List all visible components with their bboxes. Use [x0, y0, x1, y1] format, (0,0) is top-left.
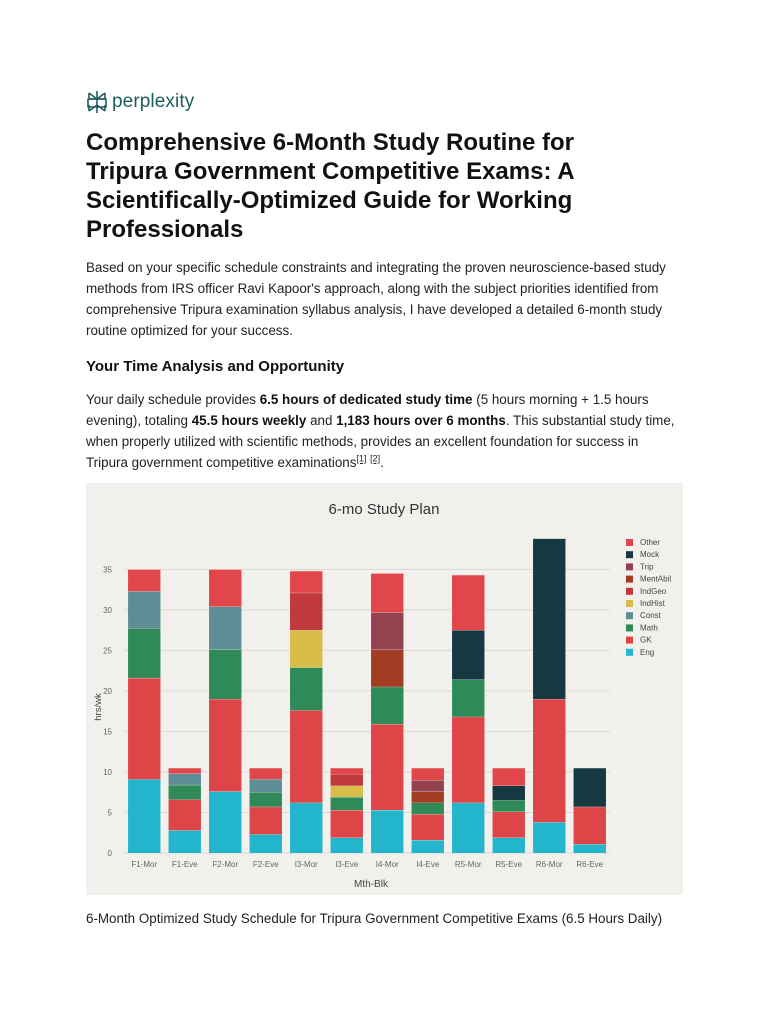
- legend-label: Other: [640, 538, 661, 547]
- y-tick-label: 15: [103, 727, 112, 737]
- study-plan-chart: [86, 483, 683, 895]
- legend-label: IndGeo: [640, 586, 667, 596]
- bar-segment: [290, 710, 322, 802]
- bar-segment: [169, 774, 201, 785]
- legend-swatch: [626, 576, 633, 583]
- time-analysis-paragraph: [86, 389, 676, 473]
- legend-label: Eng: [640, 647, 655, 657]
- x-axis-label: Mth-Blk: [354, 879, 388, 890]
- analysis-text-2: (5 hours morning + 1.5 hours evening), totaling: [86, 392, 649, 428]
- bar-segment: [452, 630, 484, 679]
- bar-segment: [169, 830, 201, 853]
- bar-segment: [128, 779, 160, 853]
- bar-segment: [331, 786, 363, 797]
- bar-segment: [574, 768, 606, 807]
- legend-swatch: [626, 624, 633, 631]
- bar-segment: [412, 780, 444, 791]
- chart-caption: 6-Month Optimized Study Schedule for Tripura Government Competitive Exams (6.5 Hours Daily): [86, 911, 663, 926]
- bar-segment: [371, 573, 403, 612]
- legend-swatch: [626, 563, 633, 570]
- legend-swatch: [626, 539, 633, 546]
- y-tick-label: 25: [103, 646, 112, 656]
- x-tick-label: R5-Eve: [495, 860, 523, 869]
- bar-segment: [493, 800, 525, 811]
- bar-segment: [371, 687, 403, 724]
- bar-segment: [371, 612, 403, 649]
- y-tick-label: 30: [103, 605, 112, 615]
- legend-label: Const: [640, 611, 661, 621]
- citation-link-1[interactable]: [1]: [356, 453, 367, 464]
- bar-segment: [290, 630, 322, 667]
- legend-label: MentAbil: [640, 574, 672, 584]
- bar-segment: [290, 667, 322, 710]
- bar-segment: [209, 791, 241, 853]
- bar-segment: [371, 810, 403, 853]
- bar-segment: [412, 803, 444, 814]
- bar-segment: [412, 768, 444, 780]
- x-tick-label: F1-Eve: [171, 860, 198, 869]
- bar-segment: [209, 569, 241, 606]
- legend-swatch: [626, 588, 633, 595]
- x-tick-label: I4-Mor: [375, 860, 399, 869]
- legend-swatch: [626, 551, 633, 558]
- bar-segment: [371, 724, 403, 810]
- legend-swatch: [626, 637, 633, 644]
- brand[interactable]: [86, 90, 194, 114]
- analysis-text-5: .: [380, 455, 384, 470]
- legend-swatch: [626, 649, 633, 656]
- bar-segment: [452, 717, 484, 803]
- section-heading: Your Time Analysis and Opportunity: [86, 358, 345, 375]
- bar-segment: [533, 539, 565, 699]
- bar-segment: [169, 785, 201, 800]
- bar-segment: [209, 650, 241, 699]
- bar-segment: [250, 779, 282, 792]
- legend-label: GK: [640, 635, 652, 645]
- bar-segment: [574, 844, 606, 853]
- page-title: Comprehensive 6-Month Study Routine for Tripura Government Competitive Exams: A Scientifically-Optimized Guide for Working Professionals: [86, 129, 575, 243]
- bar-segment: [493, 838, 525, 853]
- legend-label: Mock: [640, 550, 660, 560]
- analysis-bold-3: 1,183 hours over 6 months: [336, 413, 506, 428]
- bar-segment: [493, 768, 525, 786]
- citation-link-2[interactable]: [2]: [370, 453, 381, 464]
- bar-segment: [128, 569, 160, 591]
- legend-swatch: [626, 612, 633, 619]
- x-tick-label: F2-Mor: [212, 860, 239, 869]
- analysis-bold-1: 6.5 hours of dedicated study time: [259, 392, 473, 407]
- bar-segment: [493, 812, 525, 838]
- analysis-text-4: . This substantial study time, when properly utilized with scientific methods, provides an excellent foundation for success in Tripura government competitive examinations: [86, 413, 675, 470]
- y-tick-label: 35: [103, 565, 112, 575]
- x-tick-label: R6-Mor: [535, 860, 563, 869]
- bar-segment: [250, 792, 282, 807]
- bar-segment: [290, 803, 322, 853]
- bar-segment: [412, 791, 444, 802]
- x-tick-label: I3-Eve: [335, 860, 359, 869]
- analysis-bold-2: 45.5 hours weekly: [191, 413, 307, 428]
- x-tick-label: I3-Mor: [294, 860, 318, 869]
- legend-label: Math: [640, 623, 658, 633]
- x-tick-label: R5-Mor: [454, 860, 482, 869]
- bar-segment: [331, 774, 363, 785]
- x-tick-label: I4-Eve: [416, 860, 440, 869]
- bar-segment: [128, 678, 160, 779]
- perplexity-logo-icon: [86, 90, 108, 114]
- legend-label: IndHist: [640, 599, 665, 608]
- bar-segment: [371, 650, 403, 687]
- bar-segment: [209, 699, 241, 791]
- bar-segment: [250, 807, 282, 835]
- bar-segment: [290, 593, 322, 630]
- bar-segment: [452, 575, 484, 630]
- legend-swatch: [626, 600, 633, 607]
- analysis-text-3: and: [306, 413, 337, 428]
- bar-segment: [452, 680, 484, 717]
- bar-segment: [493, 786, 525, 801]
- bar-segment: [128, 628, 160, 677]
- bar-segment: [169, 800, 201, 831]
- bar-segment: [533, 822, 565, 853]
- bar-segment: [290, 571, 322, 593]
- intro-paragraph: Based on your specific schedule constraints and integrating the proven neuroscience-based study methods from IRS officer Ravi Kapoor's approach, along with the subject priorities identified from comprehensive Tripura examination syllabus analysis, I have developed a detailed 6-month study routine optimized for your success.: [86, 260, 666, 338]
- brand-name: perplexity: [112, 91, 195, 112]
- bar-segment: [331, 810, 363, 838]
- bar-segment: [412, 840, 444, 853]
- bar-segment: [533, 699, 565, 822]
- bar-segment: [128, 591, 160, 628]
- x-tick-label: F2-Eve: [252, 860, 279, 869]
- chart-title: 6-mo Study Plan: [328, 501, 440, 518]
- legend-label: Trip: [640, 562, 654, 572]
- bar-segment: [331, 768, 363, 774]
- y-tick-label: 20: [103, 686, 112, 696]
- bar-segment: [209, 607, 241, 650]
- bar-segment: [331, 838, 363, 853]
- x-tick-label: R6-Eve: [576, 860, 604, 869]
- y-tick-label: 10: [103, 767, 112, 777]
- y-axis-label: hrs/wk: [93, 693, 104, 721]
- bar-segment: [452, 803, 484, 853]
- y-tick-label: 0: [107, 849, 112, 858]
- bar-segment: [250, 834, 282, 853]
- bar-segment: [331, 797, 363, 810]
- bar-segment: [412, 814, 444, 840]
- bar-segment: [169, 768, 201, 774]
- analysis-text-1: Your daily schedule provides: [86, 392, 260, 407]
- x-tick-label: F1-Mor: [131, 860, 158, 869]
- bar-segment: [574, 807, 606, 844]
- y-tick-label: 5: [107, 808, 112, 818]
- bar-segment: [250, 768, 282, 779]
